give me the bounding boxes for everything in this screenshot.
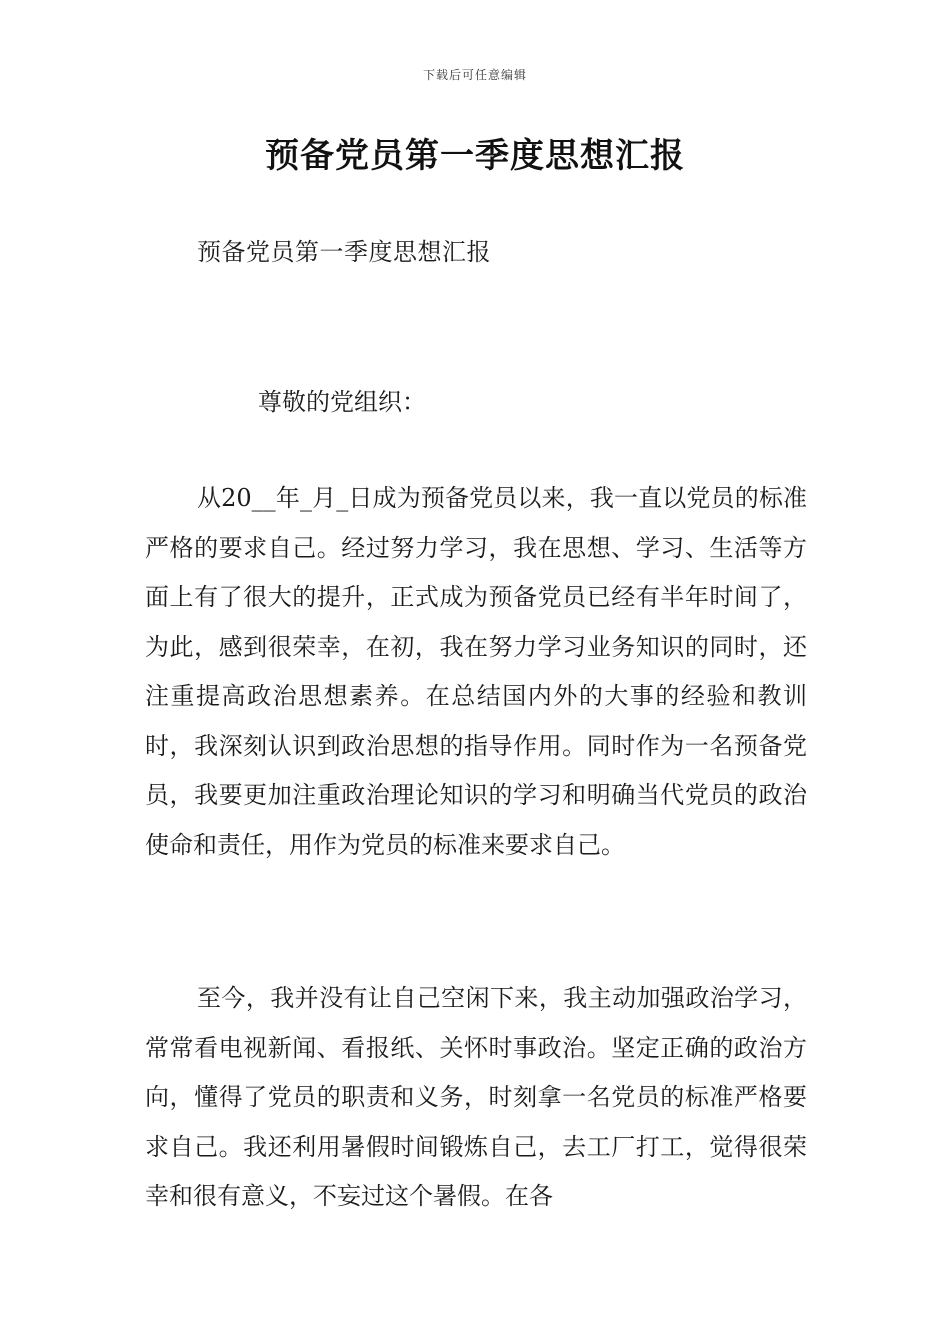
document-subtitle: 预备党员第一季度思想汇报 [197,238,491,266]
body-paragraph: 从20__年_月_日成为预备党员以来，我一直以党员的标准严格的要求自己。经过努力学习，我在思想、学习、生活等方面上有了很大的提升，正式成为预备党员已经有半年时间了，为此，感到很荣幸，在初，我在努力学习业务知识的同时，还注重提高政治思想素养。在总结国内外的大事的经验和教训时，我深刻认识到政治思想的指导作用。同时作为一名预备党员，我要更加注重政治理论知识的学习和明确当代党员的政治使命和责任，用作为党员的标准来要求自己。 [145,484,807,859]
salutation: 尊敬的党组织： [258,388,426,416]
document-title: 预备党员第一季度思想汇报 [265,136,685,176]
page-header-note: 下载后可任意编辑 [422,68,527,82]
body-paragraph: 至今，我并没有让自己空闲下来，我主动加强政治学习，常常看电视新闻、看报纸、关怀时事政治。坚定正确的政治方向，懂得了党员的职责和义务，时刻拿一名党员的标准严格要求自己。我还利用暑假时间锻炼自己，去工厂打工，觉得很荣幸和很有意义，不妄过这个暑假。在各 [145,984,807,1210]
